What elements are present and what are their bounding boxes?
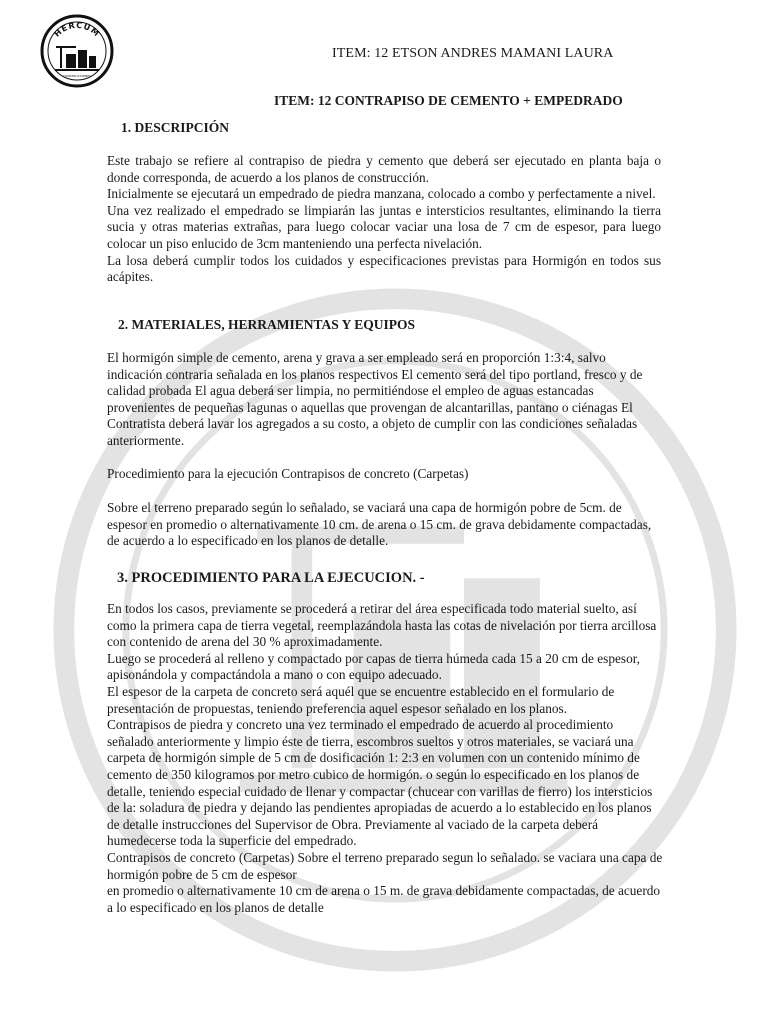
paragraph: a lo especificado en los planos de detalle [107, 899, 324, 915]
logo-sub-text: CONSTRUCCIONES [62, 74, 92, 78]
materiales-paragraph: El hormigón simple de cemento, arena y grava a ser empleado será en proporción 1:3:4, salvo indicación contraria señalada en los planos respectivos El cemento será del tipo portland, fresco y de calidad probada El agua deberá ser limpia, no permitiéndose el empleo de aguas estancadas provenientes de pequeñas lagunas o aquellas que provengan de alcantarillas, pantano o ciénagas El Contratista deberá lavar los agregados a su costo, a objeto de cumplir con las condiciones señaladas anteriormente. [107, 350, 643, 448]
paragraph: Luego se procederá al relleno y compactado por capas de tierra húmeda cada 15 a 20 cm de espesor, apisonándola y compactándola a mano o con equipo adecuado. [107, 650, 640, 683]
paragraph: Contrapisos de concreto (Carpetas) Sobre el terreno preparado segun lo señalado. se vaciara una capa de hormigón pobre de 5 cm de espesor [107, 849, 663, 882]
paragraph: Una vez realizado el empedrado se limpiarán las juntas e intersticios resultantes, eliminando la tierra sucia y otras materias extrañas, para luego colocar vaciar una losa de 7 cm de espesor, para luego colocar un piso enlucido de 3cm manteniendo una perfecta nivelación. [107, 202, 661, 251]
section-heading-descripcion: 1. DESCRIPCIÓN [121, 120, 230, 135]
ejecucion-text [107, 601, 663, 916]
paragraph: En todos los casos, previamente se procederá a retirar del área especificada todo material suelto, así como la primera capa de tierra vegetal, reemplazándola hasta las cotas de nivelación por tierra arcillosa con contenido de arena del 30 % aproximadamente. [107, 601, 657, 650]
paragraph: La losa deberá cumplir todos los cuidados y especificaciones previstas para Hormigón en todos sus acápites. [107, 252, 661, 285]
logo-brand-text: HERCUM [52, 20, 102, 39]
paragraph: Inicialmente se ejecutará un empedrado de piedra manzana, colocado a combo y perfectamente a nivel. [107, 186, 656, 202]
section-heading-materiales: 2. MATERIALES, HERRAMIENTAS Y EQUIPOS [118, 317, 416, 332]
paragraph: El espesor de la carpeta de concreto será aquél que se encuentre establecido en el formulario de presentación de propuestas, teniendo preferencia aquel espesor señalado en los planos. [107, 683, 615, 716]
paragraph: en promedio o alternativamente 10 cm de arena o 15 m. de grava debidamente compactadas, de acuerdo [107, 883, 661, 899]
hercum-logo [40, 10, 114, 90]
section-heading-ejecucion: 3. PROCEDIMIENTO PARA LA EJECUCION. - [117, 570, 425, 586]
paragraph: Contrapisos de piedra y concreto una vez terminado el empedrado de acuerdo al procedimiento señalado anteriormente y limpio éste de tierra, escombros sueltos y otros materiales, se vaciará una carpeta de hormigón simple de 5 cm de dosificación 1: 2:3 en volumen con un contenido mínimo de cemento de 350 kilogramos por metro cubico de hormigón. o según lo especificado en los planos de detalle, teniendo especial cuidado de llenar y compactar (chucear con varillas de fierro) los intersticios de la: soladura de piedra y dejando las pendientes apropiadas de acuerdo a lo establecido en los planos de detalle instrucciones del Supervisor de Obra. Previamente al vaciado de la carpeta deberá humedecerse toda la superficie del empedrado. [107, 717, 653, 849]
procedure-body: Sobre el terreno preparado según lo señalado, se vaciará una capa de hormigón pobre de 5cm. de espesor en promedio o alternativamente 10 cm. de arena o 15 cm. de grava debidamente compactadas, de acuerdo a lo especificado en los planos de detalle. [107, 500, 652, 549]
descripcion-text [107, 153, 661, 286]
paragraph: Este trabajo se refiere al contrapiso de piedra y cemento que deberá ser ejecutado en planta baja o donde corresponda, de acuerdo a los planos de construcción. [107, 153, 661, 185]
author-line: ITEM: 12 ETSON ANDRES MAMANI LAURA [332, 46, 614, 61]
procedure-title: Procedimiento para la ejecución Contrapisos de concreto (Carpetas) [107, 466, 469, 481]
item-title: ITEM: 12 CONTRAPISO DE CEMENTO + EMPEDRADO [274, 93, 623, 108]
